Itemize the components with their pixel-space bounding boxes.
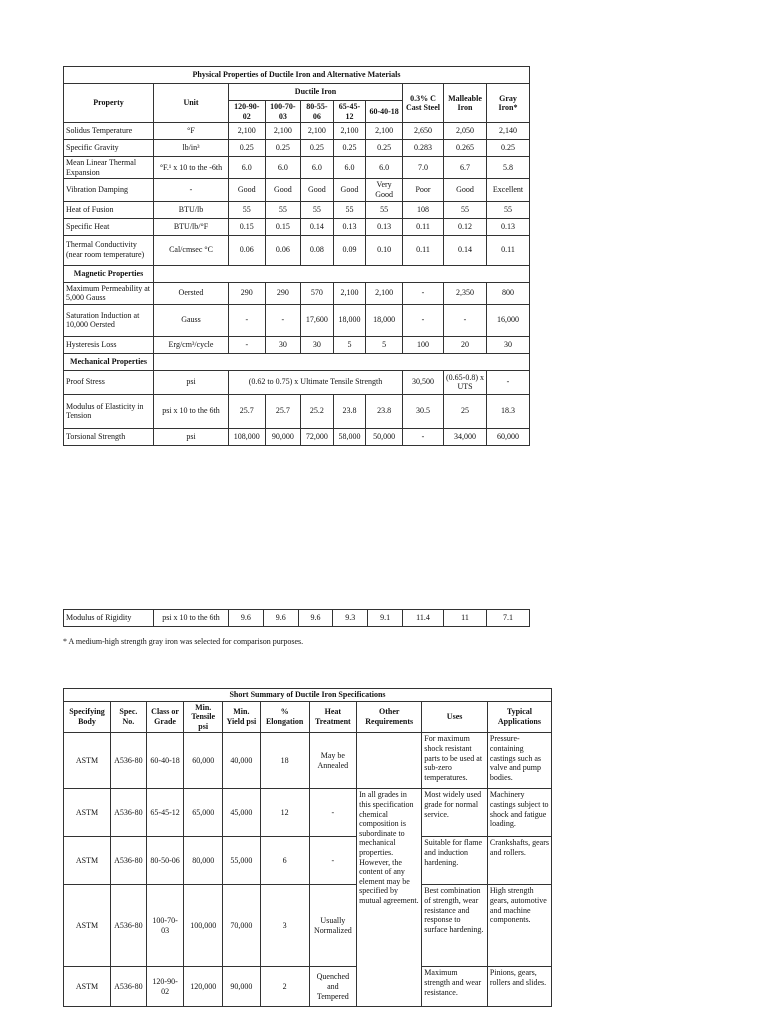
value-cell: 0.25 xyxy=(301,140,334,157)
tensile-cell: 65,000 xyxy=(184,789,223,837)
uses-cell: Maximum strength and wear resistance. xyxy=(422,967,488,1007)
property-cell: Specific Heat xyxy=(64,218,154,235)
property-cell: Vibration Damping xyxy=(64,179,154,201)
value-cell: Good xyxy=(229,179,266,201)
value-cell: 2,650 xyxy=(403,123,444,140)
value-cell: (0.62 to 0.75) x Ultimate Tensile Strength xyxy=(229,370,403,394)
value-cell: 9.1 xyxy=(368,610,403,627)
value-cell: 25 xyxy=(444,394,487,428)
value-cell: 2,050 xyxy=(444,123,487,140)
value-cell: Good xyxy=(444,179,487,201)
value-cell: 6.0 xyxy=(333,157,366,179)
value-cell: 55 xyxy=(229,201,266,218)
body-cell: ASTM xyxy=(64,733,111,789)
value-cell: 6.0 xyxy=(229,157,266,179)
header-cast-steel: 0.3% C Cast Steel xyxy=(403,84,444,123)
value-cell: 18,000 xyxy=(333,304,366,336)
value-cell: 55 xyxy=(333,201,366,218)
table-row xyxy=(64,428,530,445)
property-cell: Maximum Permeability at 5,000 Gauss xyxy=(64,282,154,304)
value-cell: 30 xyxy=(301,336,334,353)
table-row xyxy=(64,235,530,265)
unit-cell: Cal/cmsec °C xyxy=(154,235,229,265)
value-cell: - xyxy=(229,304,266,336)
property-cell: Thermal Conductivity (near room temperature) xyxy=(64,235,154,265)
body-cell: ASTM xyxy=(64,885,111,967)
body-cell: ASTM xyxy=(64,789,111,837)
elongation-cell: 2 xyxy=(260,967,309,1007)
value-cell: 18,000 xyxy=(366,304,403,336)
unit-cell: BTU/lb xyxy=(154,201,229,218)
value-cell: 11 xyxy=(444,610,487,627)
value-cell: 0.25 xyxy=(229,140,266,157)
value-cell: 9.6 xyxy=(263,610,298,627)
section-heading: Mechanical Properties xyxy=(64,353,154,370)
value-cell: 17,600 xyxy=(301,304,334,336)
value-cell: 6.7 xyxy=(444,157,487,179)
mechanical-rows xyxy=(64,394,530,445)
uses-cell: Best combination of strength, wear resistance and response to surface hardening. xyxy=(422,885,488,967)
magnetic-rows xyxy=(64,282,530,353)
unit-cell: °F xyxy=(154,123,229,140)
column-header: Uses xyxy=(422,701,488,733)
table-row xyxy=(64,282,530,304)
empty-cell xyxy=(154,353,530,370)
grade-cell: 60-40-18 xyxy=(146,733,184,789)
grade-header: 120-90-02 xyxy=(229,101,266,123)
physical-rows xyxy=(64,123,530,265)
value-cell: 5.8 xyxy=(487,157,530,179)
value-cell: 55 xyxy=(366,201,403,218)
value-cell: - xyxy=(403,304,444,336)
property-cell: Modulus of Rigidity xyxy=(64,610,154,627)
spec-cell: A536-80 xyxy=(110,967,146,1007)
body-cell: ASTM xyxy=(64,967,111,1007)
table-row xyxy=(64,967,552,1007)
value-cell: - xyxy=(403,428,444,445)
table-title: Short Summary of Ductile Iron Specifications xyxy=(64,689,552,702)
column-header: Heat Treatment xyxy=(309,701,357,733)
value-cell: - xyxy=(444,304,487,336)
tensile-cell: 120,000 xyxy=(184,967,223,1007)
value-cell: 55 xyxy=(301,201,334,218)
value-cell: 58,000 xyxy=(333,428,366,445)
table-row xyxy=(64,304,530,336)
value-cell: 30 xyxy=(487,336,530,353)
spec-cell: A536-80 xyxy=(110,885,146,967)
value-cell: 72,000 xyxy=(301,428,334,445)
table-row xyxy=(64,837,552,885)
value-cell: 55 xyxy=(265,201,301,218)
grade-header: 65-45-12 xyxy=(333,101,366,123)
property-cell: Specific Gravity xyxy=(64,140,154,157)
value-cell: 0.11 xyxy=(403,218,444,235)
property-cell: Proof Stress xyxy=(64,370,154,394)
body-cell: ASTM xyxy=(64,837,111,885)
value-cell: 50,000 xyxy=(366,428,403,445)
value-cell: 5 xyxy=(333,336,366,353)
value-cell: 0.12 xyxy=(444,218,487,235)
value-cell: 2,350 xyxy=(444,282,487,304)
column-header: Typical Applications xyxy=(487,701,551,733)
unit-cell: Erg/cm³/cycle xyxy=(154,336,229,353)
value-cell: 9.3 xyxy=(333,610,368,627)
yield-cell: 55,000 xyxy=(223,837,261,885)
tensile-cell: 60,000 xyxy=(184,733,223,789)
value-cell: 0.14 xyxy=(301,218,334,235)
heat-treatment-cell: Usually Normalized xyxy=(309,885,357,967)
value-cell: 7.1 xyxy=(487,610,530,627)
magnetic-heading-row xyxy=(64,265,530,282)
table-row xyxy=(64,140,530,157)
spec-rows xyxy=(64,733,552,1007)
tensile-cell: 100,000 xyxy=(184,885,223,967)
grade-header: 60-40-18 xyxy=(366,101,403,123)
column-header: Min. Yield psi xyxy=(223,701,261,733)
value-cell: 90,000 xyxy=(265,428,301,445)
value-cell: 9.6 xyxy=(229,610,264,627)
value-cell: 6.0 xyxy=(301,157,334,179)
property-cell: Saturation Induction at 10,000 Oersted xyxy=(64,304,154,336)
empty-cell xyxy=(154,265,530,282)
value-cell: Good xyxy=(265,179,301,201)
uses-cell: Most widely used grade for normal service. xyxy=(422,789,488,837)
value-cell: 0.13 xyxy=(366,218,403,235)
unit-cell: °F.¹ x 10 to the -6th xyxy=(154,157,229,179)
section-heading: Magnetic Properties xyxy=(64,265,154,282)
elongation-cell: 3 xyxy=(260,885,309,967)
value-cell: 0.15 xyxy=(265,218,301,235)
header-unit: Unit xyxy=(154,84,229,123)
value-cell: 570 xyxy=(301,282,334,304)
value-cell: 0.10 xyxy=(366,235,403,265)
modulus-of-rigidity-table xyxy=(63,609,530,627)
value-cell: 108,000 xyxy=(229,428,266,445)
unit-cell: psi xyxy=(154,370,229,394)
other-requirements-cell: In all grades in this specification chemical composition is subordinate to mechanical properties. However, the content of any element may be specified by mutual agreement. xyxy=(357,789,422,1007)
empty-cell xyxy=(357,733,422,789)
value-cell: 100 xyxy=(403,336,444,353)
value-cell: 0.25 xyxy=(487,140,530,157)
applications-cell: Pinions, gears, rollers and slides. xyxy=(487,967,551,1007)
value-cell: 30.5 xyxy=(403,394,444,428)
value-cell: 0.283 xyxy=(403,140,444,157)
value-cell: Good xyxy=(301,179,334,201)
applications-cell: High strength gears, automotive and machine components. xyxy=(487,885,551,967)
value-cell: 2,100 xyxy=(333,123,366,140)
applications-cell: Pressure-containing castings such as valve and pump bodies. xyxy=(487,733,551,789)
value-cell: Excellent xyxy=(487,179,530,201)
value-cell: - xyxy=(229,336,266,353)
physical-properties-table xyxy=(63,66,530,446)
column-header: % Elongation xyxy=(260,701,309,733)
property-cell: Hysteresis Loss xyxy=(64,336,154,353)
header-malleable: Malleable Iron xyxy=(444,84,487,123)
value-cell: 2,100 xyxy=(301,123,334,140)
grade-cell: 120-90-02 xyxy=(146,967,184,1007)
yield-cell: 70,000 xyxy=(223,885,261,967)
column-header: Specifying Body xyxy=(64,701,111,733)
value-cell: 0.09 xyxy=(333,235,366,265)
value-cell: 2,100 xyxy=(366,282,403,304)
spec-cell: A536-80 xyxy=(110,789,146,837)
heat-treatment-cell: - xyxy=(309,789,357,837)
value-cell: 800 xyxy=(487,282,530,304)
value-cell: 23.8 xyxy=(333,394,366,428)
value-cell: 30,500 xyxy=(403,370,444,394)
value-cell: 55 xyxy=(444,201,487,218)
value-cell: Good xyxy=(333,179,366,201)
value-cell: 11.4 xyxy=(403,610,444,627)
specifications-table xyxy=(63,688,552,1007)
value-cell: - xyxy=(265,304,301,336)
property-cell: Solidus Temperature xyxy=(64,123,154,140)
proof-stress-row xyxy=(64,370,530,394)
value-cell: 0.25 xyxy=(265,140,301,157)
value-cell: 0.25 xyxy=(333,140,366,157)
property-cell: Heat of Fusion xyxy=(64,201,154,218)
value-cell: 108 xyxy=(403,201,444,218)
table-row xyxy=(64,201,530,218)
property-cell: Mean Linear Thermal Expansion xyxy=(64,157,154,179)
value-cell: 2,100 xyxy=(229,123,266,140)
table-row xyxy=(64,610,530,627)
tensile-cell: 80,000 xyxy=(184,837,223,885)
yield-cell: 90,000 xyxy=(223,967,261,1007)
yield-cell: 45,000 xyxy=(223,789,261,837)
grade-header: 80-55-06 xyxy=(301,101,334,123)
value-cell: 25.2 xyxy=(301,394,334,428)
spec-cell: A536-80 xyxy=(110,733,146,789)
unit-cell: Gauss xyxy=(154,304,229,336)
table-row xyxy=(64,336,530,353)
value-cell: - xyxy=(487,370,530,394)
value-cell: 0.13 xyxy=(333,218,366,235)
value-cell: 0.14 xyxy=(444,235,487,265)
footnote: * A medium-high strength gray iron was selected for comparison purposes. xyxy=(63,637,304,646)
value-cell: 0.08 xyxy=(301,235,334,265)
unit-cell: BTU/lb/°F xyxy=(154,218,229,235)
value-cell: 0.11 xyxy=(403,235,444,265)
table-row xyxy=(64,157,530,179)
uses-cell: Suitable for flame and induction hardening. xyxy=(422,837,488,885)
table-row xyxy=(64,394,530,428)
unit-cell: psi x 10 to the 6th xyxy=(154,610,229,627)
value-cell: 25.7 xyxy=(265,394,301,428)
value-cell: 0.265 xyxy=(444,140,487,157)
header-ductile-iron: Ductile Iron xyxy=(229,84,403,101)
value-cell: 2,100 xyxy=(366,123,403,140)
value-cell: 60,000 xyxy=(487,428,530,445)
elongation-cell: 18 xyxy=(260,733,309,789)
table-title-row xyxy=(64,67,530,84)
value-cell: (0.65-0.8) x UTS xyxy=(444,370,487,394)
unit-cell: lb/in³ xyxy=(154,140,229,157)
unit-cell: psi xyxy=(154,428,229,445)
grade-cell: 80-50-06 xyxy=(146,837,184,885)
value-cell: 2,140 xyxy=(487,123,530,140)
value-cell: 18.3 xyxy=(487,394,530,428)
header-row xyxy=(64,701,552,733)
value-cell: 0.06 xyxy=(229,235,266,265)
column-header: Class or Grade xyxy=(146,701,184,733)
table-title: Physical Properties of Ductile Iron and Alternative Materials xyxy=(64,67,530,84)
table-row xyxy=(64,789,552,837)
value-cell: 6.0 xyxy=(366,157,403,179)
table-title-row xyxy=(64,689,552,702)
property-cell: Modulus of Elasticity in Tension xyxy=(64,394,154,428)
value-cell: 20 xyxy=(444,336,487,353)
column-header: Min. Tensile psi xyxy=(184,701,223,733)
value-cell: 2,100 xyxy=(333,282,366,304)
value-cell: 23.8 xyxy=(366,394,403,428)
heat-treatment-cell: May be Annealed xyxy=(309,733,357,789)
value-cell: 0.06 xyxy=(265,235,301,265)
value-cell: 0.15 xyxy=(229,218,266,235)
value-cell: Poor xyxy=(403,179,444,201)
value-cell: 55 xyxy=(487,201,530,218)
mechanical-heading-row xyxy=(64,353,530,370)
value-cell: 2,100 xyxy=(265,123,301,140)
heat-treatment-cell: - xyxy=(309,837,357,885)
property-cell: Torsional Strength xyxy=(64,428,154,445)
column-header: Other Requirements xyxy=(357,701,422,733)
table-row xyxy=(64,885,552,967)
grade-header: 100-70-03 xyxy=(265,101,301,123)
value-cell: 7.0 xyxy=(403,157,444,179)
value-cell: 30 xyxy=(265,336,301,353)
value-cell: 9.6 xyxy=(298,610,333,627)
header-property: Property xyxy=(64,84,154,123)
heat-treatment-cell: Quenched and Tempered xyxy=(309,967,357,1007)
value-cell: Very Good xyxy=(366,179,403,201)
value-cell: 6.0 xyxy=(265,157,301,179)
table-row xyxy=(64,733,552,789)
value-cell: 290 xyxy=(229,282,266,304)
unit-cell: Oersted xyxy=(154,282,229,304)
table-row xyxy=(64,218,530,235)
value-cell: - xyxy=(403,282,444,304)
value-cell: 16,000 xyxy=(487,304,530,336)
unit-cell: psi x 10 to the 6th xyxy=(154,394,229,428)
value-cell: 0.13 xyxy=(487,218,530,235)
grade-cell: 65-45-12 xyxy=(146,789,184,837)
header-gray: Gray Iron* xyxy=(487,84,530,123)
column-header: Spec. No. xyxy=(110,701,146,733)
elongation-cell: 12 xyxy=(260,789,309,837)
value-cell: 0.25 xyxy=(366,140,403,157)
uses-cell: For maximum shock resistant parts to be used at sub-zero temperatures. xyxy=(422,733,488,789)
spec-cell: A536-80 xyxy=(110,837,146,885)
table-row xyxy=(64,179,530,201)
table-row xyxy=(64,123,530,140)
applications-cell: Crankshafts, gears and rollers. xyxy=(487,837,551,885)
header-row xyxy=(64,84,530,101)
elongation-cell: 6 xyxy=(260,837,309,885)
grade-cell: 100-70-03 xyxy=(146,885,184,967)
value-cell: 34,000 xyxy=(444,428,487,445)
unit-cell: - xyxy=(154,179,229,201)
applications-cell: Machinery castings subject to shock and fatigue loading. xyxy=(487,789,551,837)
value-cell: 25.7 xyxy=(229,394,266,428)
value-cell: 0.11 xyxy=(487,235,530,265)
value-cell: 5 xyxy=(366,336,403,353)
yield-cell: 40,000 xyxy=(223,733,261,789)
value-cell: 290 xyxy=(265,282,301,304)
